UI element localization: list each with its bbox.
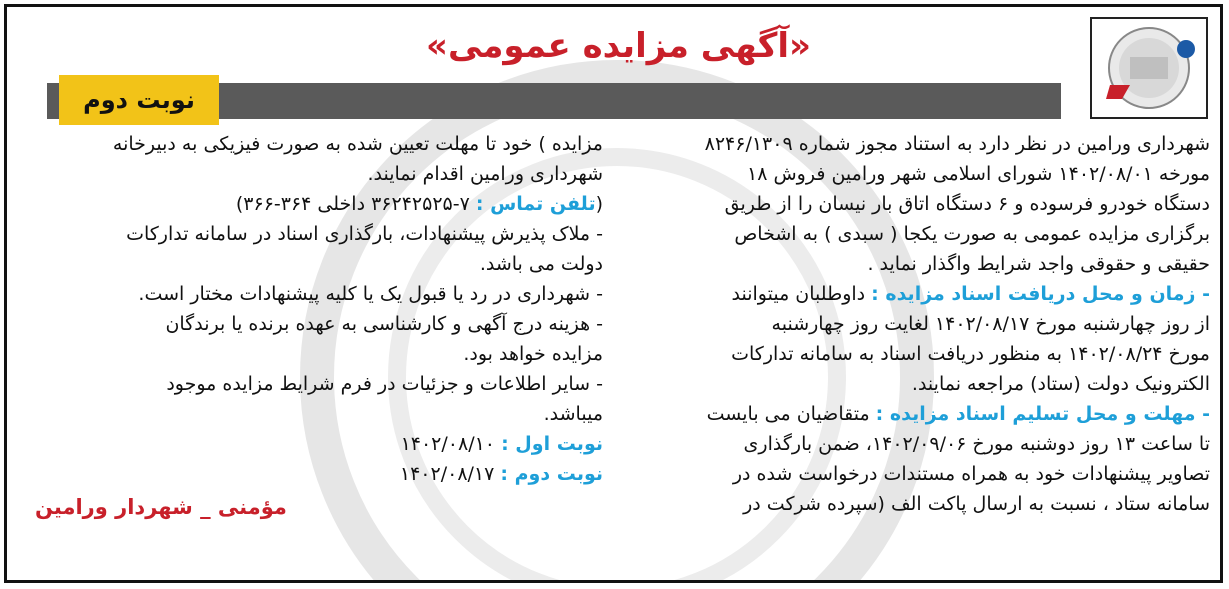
text-line: - سایر اطلاعات و جزئیات در فرم شرایط مزایده موجود (166, 373, 603, 395)
left-column (35, 129, 603, 579)
text-line: تصاویر پیشنهادات خود به همراه مستندات درخواست شده در (732, 463, 1210, 485)
text-line: از روز چهارشنبه مورخ ۱۴۰۲/۰۸/۱۷ لغایت روز چهارشنبه (771, 313, 1210, 335)
section-text: متقاضیان می بایست (706, 403, 870, 425)
text-line: شهرداری ورامین اقدام نمایند. (367, 163, 603, 185)
section-text: داوطلبان میتوانند (731, 283, 866, 305)
signature-line (35, 489, 603, 525)
text-line: تا ساعت ۱۳ روز دوشنبه مورخ ۱۴۰۲/۰۹/۰۶، ضمن بارگذاری (743, 433, 1210, 455)
text-line: شهرداری ورامین در نظر دارد به استناد مجوز شماره ۸۲۴۶/۱۳۰۹ (704, 133, 1210, 155)
text-line: برگزاری مزایده عمومی به صورت یکجا ( سبدی ) به اشخاص (734, 223, 1210, 245)
text-line: مورخ ۱۴۰۲/۰۸/۲۴ به منظور دریافت اسناد به سامانه تدارکات (731, 343, 1210, 365)
text-line: میباشد. (543, 403, 603, 425)
text-line: دستگاه خودرو فرسوده و ۶ دستگاه اتاق بار نیسان را از طریق (724, 193, 1210, 215)
section-line (620, 399, 1210, 429)
text-line: - ملاک پذیرش پیشنهادات، بارگذاری اسناد در سامانه تدارکات (126, 223, 603, 245)
text-line: مورخه ۱۴۰۲/۰۸/۰۱ شورای اسلامی شهر ورامین فروش ۱۸ (747, 163, 1210, 185)
text-line: - هزینه درج آگهی و کارشناسی به عهده برنده یا برندگان (165, 313, 603, 335)
first-round-line (35, 429, 603, 459)
first-round-label: نوبت اول : (501, 433, 603, 455)
text-line: حقیقی و حقوقی واجد شرایط واگذار نماید . (867, 253, 1210, 275)
phone-label: تلفن تماس : (475, 193, 596, 215)
text-line: دولت می باشد. (479, 253, 603, 275)
first-round-date: ۱۴۰۲/۰۸/۱۰ (400, 433, 496, 455)
right-column (620, 129, 1210, 579)
section-line (620, 279, 1210, 309)
section-heading-receive-docs: - زمان و محل دریافت اسناد مزایده : (871, 283, 1210, 305)
logo (1090, 17, 1208, 119)
phone-line (35, 189, 603, 219)
phone-open: ( (595, 193, 603, 215)
notice-title: «آگهی مزایده عمومی» (426, 26, 811, 66)
text-line: سامانه ستاد ، نسبت به ارسال پاکت الف (سپرده شرکت در (743, 493, 1210, 515)
text-line: الکترونیک دولت (ستاد) مراجعه نمایند. (911, 373, 1210, 395)
second-round-date: ۱۴۰۲/۰۸/۱۷ (399, 463, 495, 485)
signature: مؤمنی _ شهردار ورامین (35, 495, 287, 519)
text-line: مزایده خواهد بود. (463, 343, 603, 365)
second-round-label: نوبت دوم : (500, 463, 603, 485)
municipality-logo-icon (1092, 19, 1206, 117)
text-line: مزایده ) خود تا مهلت تعیین شده به صورت فیزیکی به دبیرخانه (112, 133, 603, 155)
section-heading-submit-docs: - مهلت و محل تسلیم اسناد مزایده : (875, 403, 1210, 425)
text-line: - شهرداری در رد یا قبول یک یا کلیه پیشنهادات مختار است. (138, 283, 603, 305)
round-badge: نوبت دوم (59, 75, 219, 125)
second-round-line (35, 459, 603, 489)
phone-value: ۷-۳۶۲۴۲۵۲۵ داخلی ۳۶۴-۳۶۶) (235, 193, 470, 215)
notice-frame (4, 4, 1223, 583)
